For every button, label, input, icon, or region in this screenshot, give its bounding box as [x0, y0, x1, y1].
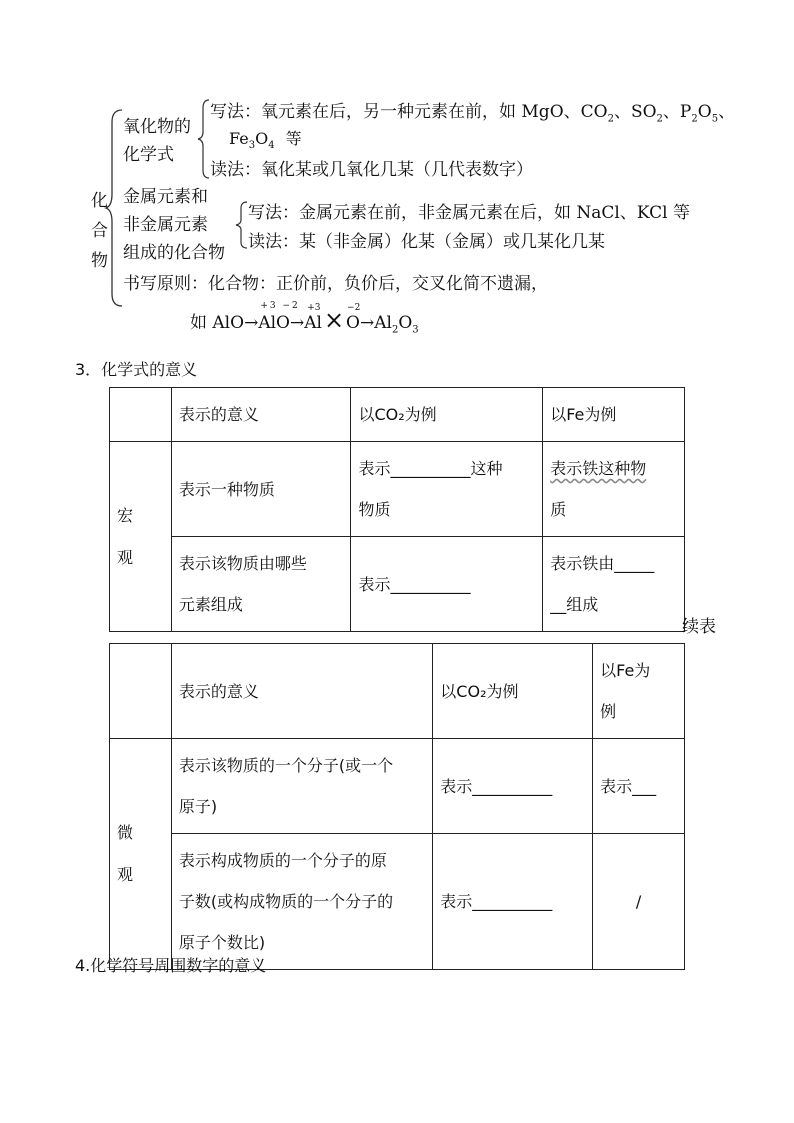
- writing-principle: 书写原则：化合物：正价前，负价后，交叉化简不遗漏，: [123, 274, 548, 294]
- oxide-label: 氧化物的 化学式: [123, 117, 191, 165]
- cross-icon: ×: [323, 306, 345, 334]
- meaning-table-micro: [109, 643, 685, 970]
- header-meaning: 表示的意义: [171, 644, 432, 739]
- co2-answer-cell[interactable]: 表示__________: [433, 739, 593, 834]
- header-co2: 以CO₂为例: [433, 644, 593, 739]
- header-blank: [110, 388, 172, 442]
- co2-answer-cell[interactable]: 表示__________: [351, 537, 543, 632]
- section-4-title: 4.化学符号周围数字的意义: [75, 956, 267, 975]
- header-fe: 以Fe为例: [543, 388, 685, 442]
- fe-answer-cell: /: [593, 834, 685, 970]
- meaning-cell: 表示一种物质: [171, 442, 351, 537]
- header-fe: 以Fe为 例: [593, 644, 685, 739]
- example-line: 如 AlO→ +3 −2 AlO→ +3 Al× −2 $O\to Al_2O_3$: [190, 301, 419, 336]
- metal-brace: [235, 200, 249, 250]
- fe-answer-cell: 表示铁这种物 质: [543, 442, 685, 537]
- table-row: [110, 834, 685, 970]
- table-row: [110, 739, 685, 834]
- table-header-row: [110, 644, 685, 739]
- meaning-cell: 表示该物质的一个分子(或一个 原子): [171, 739, 432, 834]
- meaning-cell: 表示该物质由哪些 元素组成: [171, 537, 351, 632]
- oxide-read: 读法：氧化某或几氧化几某（几代表数字）: [210, 160, 533, 180]
- table-row: [110, 537, 685, 632]
- metal-read: 读法：某（非金属）化某（金属）或几某化几某: [248, 232, 605, 252]
- header-meaning: 表示的意义: [171, 388, 351, 442]
- co2-answer-cell[interactable]: 表示__________这种 物质: [351, 442, 543, 537]
- table-row: [110, 442, 685, 537]
- co2-answer-cell[interactable]: 表示__________: [433, 834, 593, 970]
- meaning-cell: 表示构成物质的一个分子的原 子数(或构成物质的一个分子的 原子个数比): [171, 834, 432, 970]
- header-co2: 以CO₂为例: [351, 388, 543, 442]
- metal-write: 写法：金属元素在前，非金属元素在后，如 NaCl、KCl 等: [248, 203, 690, 223]
- root-label: 化 合 物: [91, 191, 108, 271]
- oxide-brace: [197, 98, 211, 180]
- oxide-write-fe3o4: $Fe_3O_4$ 等: [229, 129, 302, 152]
- metal-label: 金属元素和 非金属元素 组成的化合物: [123, 187, 225, 263]
- oxide-write: 写法：氧元素在后，另一种元素在前，如 MgO、$CO_2$、$SO_2$、$P_2O_5$、: [210, 102, 736, 125]
- group-label-micro: 微 观: [110, 739, 172, 970]
- fe-answer-cell[interactable]: 表示___: [593, 739, 685, 834]
- section-3-title: 3．化学式的意义: [75, 360, 198, 379]
- continued-label: 续表: [682, 617, 716, 637]
- fe-answer-cell[interactable]: 表示铁由_____ __组成: [543, 537, 685, 632]
- table-header-row: [110, 388, 685, 442]
- meaning-table-macro: [109, 387, 685, 632]
- group-label-macro: 宏 观: [110, 442, 172, 632]
- header-blank: [110, 644, 172, 739]
- valence-label: +3 −2: [260, 301, 300, 311]
